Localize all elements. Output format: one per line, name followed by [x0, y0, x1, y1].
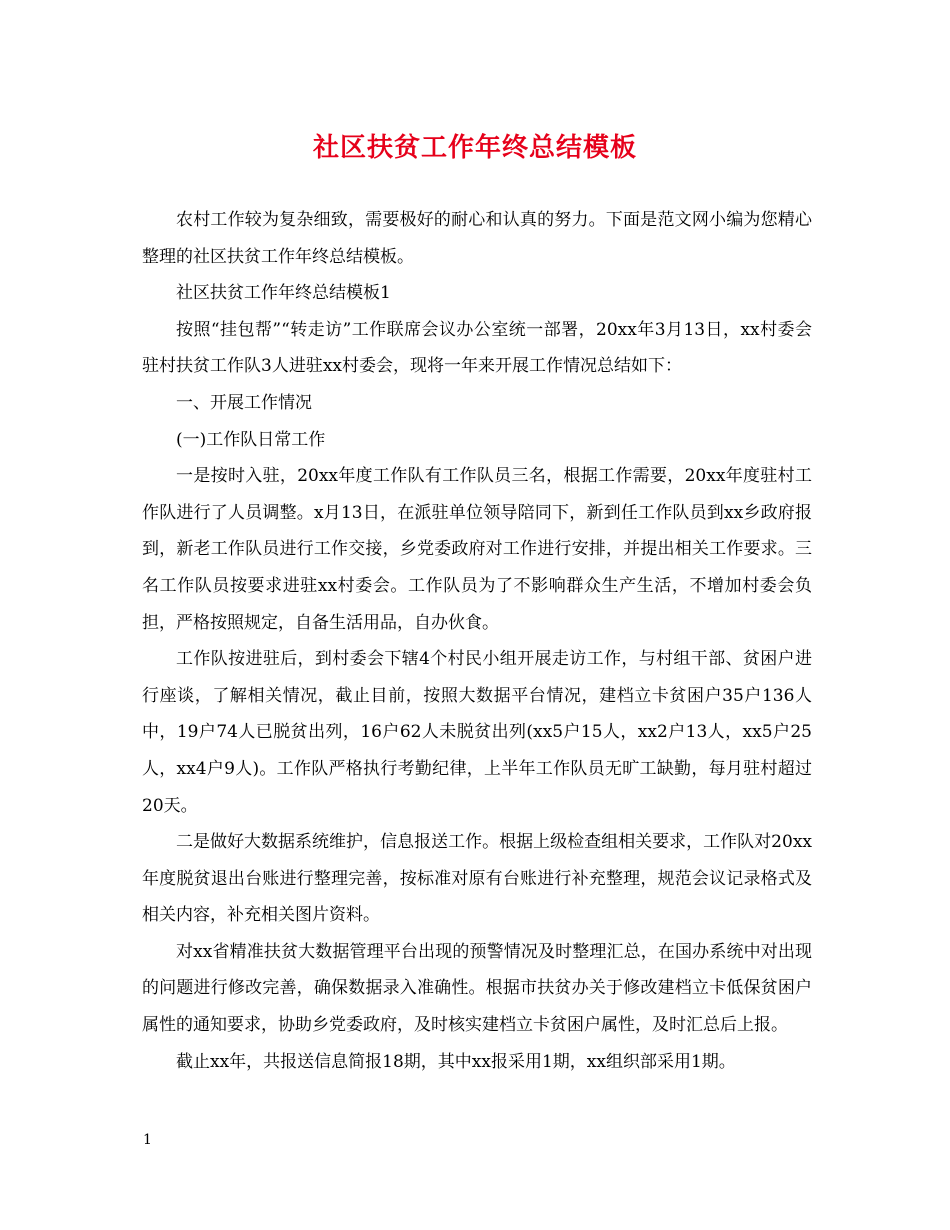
document-title: 社区扶贫工作年终总结模板 — [312, 133, 637, 163]
section-heading: 一、开展工作情况 — [176, 392, 312, 413]
document-body — [142, 202, 812, 1080]
paragraph-visits: 工作队按进驻后，到村委会下辖4个村民小组开展走访工作，与村组干部、贫困户进行座谈，了解相关情况，截止目前，按照大数据平台情况，建档立卡贫困户35户136人中，19户74人已脱贫出列，16户62人未脱贫出列(xx5户15人，xx2户13人，xx5户25人，xx4户9人)。工作队严格执行考勤纪律，上半年工作队员无旷工缺勤，每月驻村超过20天。 — [142, 649, 812, 816]
paragraph-intro: 农村工作较为复杂细致，需要极好的耐心和认真的努力。下面是范文网小编为您精心整理的社区扶贫工作年终总结模板。 — [142, 210, 812, 267]
paragraph-reports: 截止xx年，共报送信息简报18期，其中xx报采用1期，xx组织部采用1期。 — [176, 1051, 736, 1072]
paragraph-overview: 按照“挂包帮”“转走访”工作联席会议办公室统一部署，20xx年3月13日，xx村委会驻村扶贫工作队3人进驻xx村委会，现将一年来开展工作情况总结如下： — [142, 319, 812, 377]
paragraph-platform-warnings: 对xx省精准扶贫大数据管理平台出现的预警情况及时整理汇总，在国办系统中对出现的问题进行修改完善，确保数据录入准确性。根据市扶贫办关于修改建档立卡低保贫困户属性的通知要求，协助乡党委政府，及时核实建档立卡贫困户属性，及时汇总后上报。 — [142, 941, 812, 1036]
paragraph-data-maintenance: 二是做好大数据系统维护，信息报送工作。根据上级检查组相关要求，工作队对20xx年度脱贫退出台账进行整理完善，按标准对原有台账进行补充整理，规范会议记录格式及相关内容，补充相关图片资料。 — [142, 832, 812, 926]
paragraph-daily-work: 一是按时入驻，20xx年度工作队有工作队员三名，根据工作需要，20xx年度驻村工作队进行了人员调整。x月13日，在派驻单位领导陪同下，新到任工作队员到xx乡政府报到，新老工作队员进行工作交接，乡党委政府对工作进行安排，并提出相关工作要求。三名工作队员按要求进驻xx村委会。工作队员为了不影响群众生产生活，不增加村委会负担，严格按照规定，自备生活用品，自办伙食。 — [142, 466, 812, 633]
subsection-heading: (一)工作队日常工作 — [176, 429, 326, 450]
paragraph-subtitle: 社区扶贫工作年终总结模板1 — [176, 283, 391, 304]
page-number: 1 — [143, 1132, 152, 1148]
